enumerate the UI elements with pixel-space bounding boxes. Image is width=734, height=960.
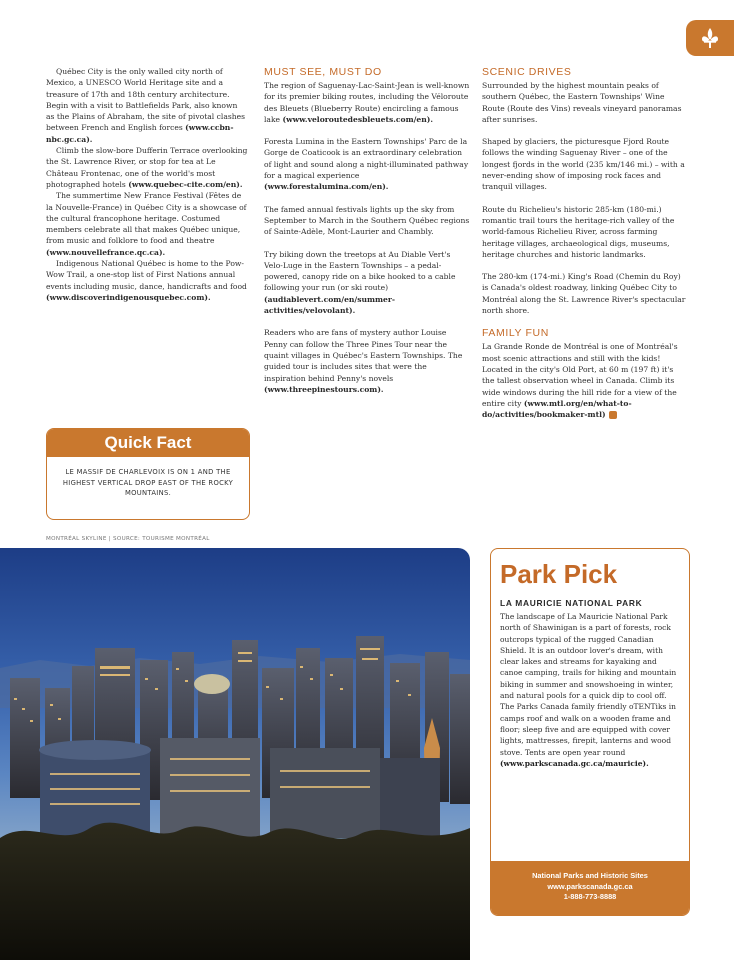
section-heading: FAMILY FUN xyxy=(482,327,549,340)
paragraph: The 280-km (174-mi.) King's Road (Chemin du Roy) is Canada's oldest roadway, linking Québec City to Montréal along the St. Lawrence River's spectacular north shore. xyxy=(482,272,686,316)
end-mark-icon xyxy=(609,411,617,419)
section-heading: SCENIC DRIVES xyxy=(482,66,572,78)
link[interactable]: (www.quebec-cite.com/en). xyxy=(128,179,243,189)
park-pick-title: Park Pick xyxy=(500,559,618,589)
park-pick-subtitle: LA MAURICIE NATIONAL PARK xyxy=(500,598,643,608)
fleur-de-lis-icon xyxy=(701,27,719,49)
link[interactable]: (audiablevert.com/en/summer-activities/velovolant). xyxy=(264,294,396,316)
paragraph: The region of Saguenay-Lac-Saint-Jean is well-known for its premier biking routes, including the Véloroute des Bleuets (Blueberry Route) encircling a famous lake (www.veloroutedesbleuets.com/en). xyxy=(264,81,470,124)
paragraph: La Grande Ronde de Montréal is one of Montréal's most scenic attractions and still with the kids! Located in the city's Old Port, at 60 m (197 ft) it's the tallest observation wheel in Canada. Climb its wide windows during the hill ride for a view of the entire city (www.mtl.org/en/what-to-do/activities/bookmaker-mtl) xyxy=(482,342,678,420)
link[interactable]: (www.mtl.org/en/what-to-do/activities/bookmaker-mtl) xyxy=(482,398,632,420)
link[interactable]: (www.forestalumina.com/en). xyxy=(264,182,389,192)
paragraph: Indigenous National Québec is home to the Pow-Wow Trail, a one-stop list of First Nations annual events including music, dance, handicrafts and food (www.discoverindigenousquebec.com). xyxy=(46,259,247,302)
column-middle xyxy=(264,66,470,406)
paragraph: Climb the slow-bore Dufferin Terrace overlooking the St. Lawrence River, or stop for tea at Le Château Frontenac, one of the world's most photographed hotels (www.quebec-cite.com/en). xyxy=(46,146,248,189)
link[interactable]: (www.threepinestours.com). xyxy=(264,384,384,394)
paragraph: Shaped by glaciers, the picturesque Fjord Route follows the winding Saguenay River – one of the longest fjords in the world (235 km/146 mi.) – with a never-ending show of imposing rock faces and tranquil villages. xyxy=(482,137,685,192)
column-right xyxy=(482,66,688,431)
photo-caption: MONTRÉAL SKYLINE | SOURCE: TOURISME MONTRÉAL xyxy=(46,536,210,542)
footer-link[interactable]: www.parkscanada.gc.ca xyxy=(547,881,633,891)
paragraph: Québec City is the only walled city north of Mexico, a UNESCO World Heritage site and a treasure of 17th and 18th century architecture. Begin with a visit to Battlefields Park, also known as the Plains of Abraham, the site of pivotal clashes between French and English forces (www.ccbn-nbc.gc.ca). xyxy=(46,67,246,144)
paragraph: The summertime New France Festival (Fêtes de la Nouvelle-France) in Québec City is a showcase of the cultural francophone heritage. Costumed members celebrate all that makes Québec unique, from music and folklore to food and theatre (www.nouvellefrance.qc.ca). xyxy=(46,191,247,257)
link[interactable]: (www.ccbn-nbc.gc.ca). xyxy=(46,123,234,144)
park-pick-box xyxy=(490,548,690,916)
link[interactable]: (www.parkscanada.gc.ca/mauricie). xyxy=(500,758,649,768)
paragraph: Try biking down the treetops at Au Diable Vert's Velo-Luge in the Eastern Townships – a pedal-powered, canopy ride on a bike hooked to a cable following your run (or ski route) (audiablevert.com/en/summer-activities/velovolant). xyxy=(264,249,456,316)
skyline-illustration xyxy=(0,548,470,960)
montreal-skyline-photo xyxy=(0,548,470,960)
footer-phone: 1-888-773-8888 xyxy=(563,892,617,901)
paragraph: Readers who are fans of mystery author Louise Penny can follow the Three Pines Tour near the quaint villages in Québec's Eastern Townships. The guided tour is includes sites that were the inspiration behind Penny's novels (www.threepinestours.com). xyxy=(264,328,463,394)
link[interactable]: (www.veloroutedesbleuets.com/en). xyxy=(282,114,433,124)
paragraph: The famed annual festivals lights up the sky from September to March in the Southern Québec regions of Sainte-Adèle, Mont-Laurier and Chambly. xyxy=(264,204,470,237)
park-pick-footer xyxy=(491,861,689,915)
column-left xyxy=(46,66,248,303)
link[interactable]: (www.nouvellefrance.qc.ca). xyxy=(46,247,166,257)
link[interactable]: (www.discoverindigenousquebec.com). xyxy=(46,292,211,302)
footer-line: National Parks and Historic Sites xyxy=(532,871,648,880)
park-pick-body: The landscape of La Mauricie National Park north of Shawinigan is a part of forests, rock outcrops typical of the rugged Canadian Shield. It is an outdoor lover's dream, with clear lakes and streams for kayaking and canoe camping, trails for hiking and mountain biking in summer and snowshoeing in winter, and natural pools for a quick dip to cool off. The Parks Canada family friendly oTENTiks in camps roof and walk on a wooden frame and floor; sleep five and are equipped with cover lights, mattresses, firepit, lanterns and wood stove. Tents are open year round (www.parkscanada.gc.ca/mauricie). xyxy=(500,612,677,768)
paragraph: Route du Richelieu's historic 285-km (180-mi.) romantic trail tours the heritage-rich valley of the world-famous Richelieu River, across farming heritage villages, archaeological digs, museums, heritage churches and historic landmarks. xyxy=(482,204,675,259)
section-tab xyxy=(686,20,734,56)
quick-fact-box xyxy=(46,428,250,520)
paragraph: Surrounded by the highest mountain peaks of southern Québec, the Eastern Townships' Wine Route (Route des Vins) reveals vineyard panoramas after sunrises. xyxy=(482,81,682,124)
paragraph: Foresta Lumina in the Eastern Townships' Parc de la Gorge de Coaticook is an extraordinary celebration of light and sound along a night-illuminated pathway for a magical experience (www.forestalumina.com/en). xyxy=(264,137,469,192)
section-heading: MUST SEE, MUST DO xyxy=(264,66,382,78)
quick-fact-title: Quick Fact xyxy=(47,429,249,457)
quick-fact-text: LE MASSIF DE CHARLEVOIX IS ON 1 AND THE HIGHEST VERTICAL DROP EAST OF THE ROCKY MOUNTAINS. xyxy=(62,468,234,497)
